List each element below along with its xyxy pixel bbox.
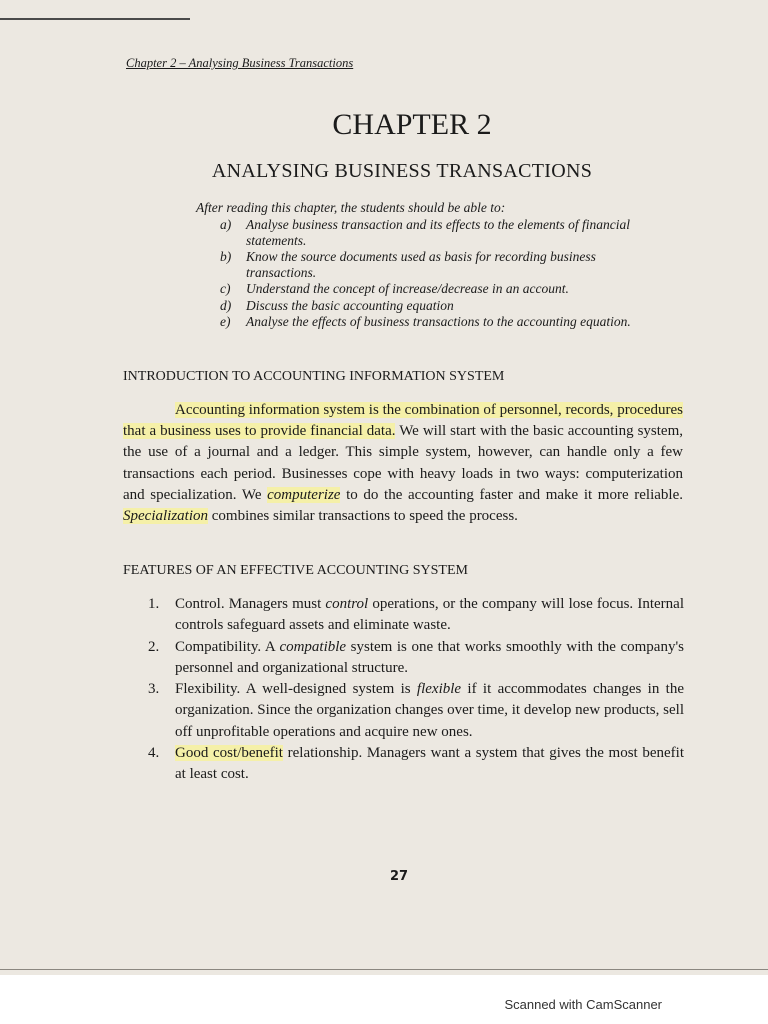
feature-text: operations, or the company will lose focus. Internal controls safeguard assets and eliminate waste. bbox=[175, 596, 684, 634]
objective-text: Analyse the effects of business transactions to the accounting equation. bbox=[246, 314, 631, 329]
scanner-watermark: Scanned with CamScanner bbox=[504, 997, 662, 1012]
highlighted-definition: Accounting information system is the combination of personnel, records, procedures that a business uses to provide financial data. bbox=[123, 402, 683, 440]
objective-item bbox=[220, 298, 640, 314]
features-list bbox=[148, 594, 684, 786]
intro-section-heading: INTRODUCTION TO ACCOUNTING INFORMATION SYSTEM bbox=[123, 369, 505, 384]
feature-number: 2. bbox=[148, 638, 160, 655]
running-header: Chapter 2 – Analysing Business Transactions bbox=[126, 56, 354, 70]
scan-edge-line-bottom bbox=[0, 969, 768, 970]
objective-text: Know the source documents used as basis for recording business transactions. bbox=[246, 249, 596, 280]
feature-emphasis: flexible bbox=[416, 681, 462, 698]
feature-number: 3. bbox=[148, 681, 160, 698]
objective-marker: a) bbox=[220, 217, 232, 232]
chapter-title: ANALYSING BUSINESS TRANSACTIONS bbox=[211, 160, 593, 182]
feature-text: A bbox=[261, 638, 280, 655]
feature-item bbox=[148, 743, 684, 786]
feature-text: if it accommodates changes in the organization. Since the organization changes over time, it develop new products, sell off unprofitable operations and acquire new ones. bbox=[175, 681, 684, 740]
objective-marker: e) bbox=[220, 314, 231, 329]
chapter-number: CHAPTER 2 bbox=[332, 108, 492, 141]
feature-number: 1. bbox=[148, 596, 160, 612]
highlighted-term-specialization: Specialization bbox=[123, 508, 208, 525]
feature-text: Managers must bbox=[224, 596, 326, 612]
objective-marker: b) bbox=[220, 249, 232, 264]
objective-item bbox=[220, 249, 640, 280]
feature-lead: Control. bbox=[175, 596, 225, 612]
highlighted-term-computerize: computerize bbox=[267, 486, 341, 503]
paragraph-text: combines similar transactions to speed the process. bbox=[208, 508, 518, 525]
objective-item bbox=[220, 314, 640, 330]
feature-item bbox=[148, 679, 684, 743]
objective-marker: c) bbox=[220, 281, 231, 296]
feature-lead-highlighted: Good cost/benefit bbox=[175, 745, 283, 762]
page-number: 27 bbox=[389, 869, 409, 884]
intro-paragraph bbox=[123, 400, 683, 527]
feature-item bbox=[148, 637, 684, 680]
objective-text: Analyse business transaction and its effects to the elements of financial statements. bbox=[246, 217, 630, 248]
feature-text: relationship. Managers want a system that gives the most benefit at least cost. bbox=[175, 745, 684, 783]
objective-text: Understand the concept of increase/decrease in an account. bbox=[246, 281, 569, 296]
feature-number: 4. bbox=[148, 745, 160, 762]
feature-emphasis: compatible bbox=[279, 638, 347, 655]
features-section-heading: FEATURES OF AN EFFECTIVE ACCOUNTING SYSTEM bbox=[123, 563, 468, 578]
objective-item bbox=[220, 217, 640, 248]
feature-item bbox=[148, 594, 684, 637]
objective-item bbox=[220, 281, 640, 297]
objective-marker: d) bbox=[220, 297, 232, 313]
objectives-list bbox=[220, 217, 640, 331]
feature-emphasis: control bbox=[325, 596, 369, 612]
paragraph-text: We will start with the basic accounting system, the use of a journal and a ledger. This simple system, however, can handle only a few transactions each period. Businesses cope with heavy loads in two ways: computerization and specialization. We bbox=[123, 423, 683, 503]
feature-text: system is one that works smoothly with the company's personnel and organizational structure. bbox=[175, 638, 684, 676]
feature-lead: Compatibility. bbox=[175, 638, 262, 655]
feature-lead: Flexibility. bbox=[175, 681, 241, 698]
objective-text: Discuss the basic accounting equation bbox=[246, 297, 454, 313]
objectives-intro: After reading this chapter, the students should be able to: bbox=[196, 200, 506, 215]
feature-text: A well-designed system is bbox=[240, 681, 417, 698]
paragraph-text: to do the accounting faster and make it more reliable. bbox=[340, 486, 683, 503]
scan-edge-line-top bbox=[0, 18, 190, 20]
